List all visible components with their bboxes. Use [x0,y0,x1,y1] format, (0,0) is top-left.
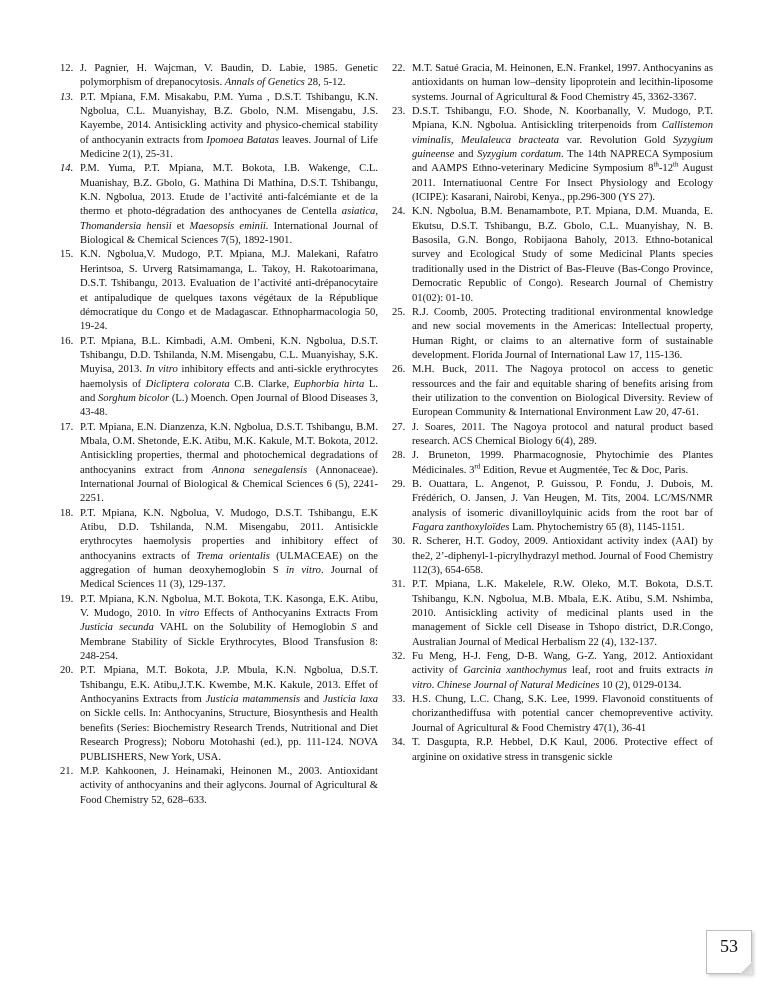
text-run: 10 (2), 0129-0134. [599,679,682,691]
page-curl-icon [740,962,752,974]
superscript: th [653,160,659,169]
reference-number: 32. [392,651,406,663]
text-run: P.T. Mpiana, K.N. Ngbolua, M.T. Bokota, T.K. Kasonga, E.K. Atibu, V. Mudogo, 2010. In [80,593,378,620]
text-run: D.S.T. Tshibangu, F.O. Shode, N. Koorbanally, V. Mudogo, P.T. Mpiana, K.N. Ngbolua. Antisickling triterpenoids from [412,106,713,132]
text-run: T. Dasgupta, R.P. Hebbel, D.K Kaul, 2006. Protective effect of arginine on oxidative stress in transgenic sickle [412,737,713,763]
text-run: M.H. Buck, 2011. The Nagoya protocol on access to genetic ressources and the fair and equitable sharing of benefits arising from their utilization to the convention on Biological Diversity. Review of European Community & International Environment Law 20, 47-61. [412,364,713,419]
text-run: (Annonaceae). International Journal of Biological & Chemical Sciences 6 (5), 2241-2251. [80,464,378,505]
text-run: P.T. Mpiana, E.N. Dianzenza, K.N. Ngbolua, D.S.T. Tshibangu, B.M. Mbala, O.M. Shetonde, E.K. Atibu, M.K. Kakule, M.T. Bokota, 2012. Antisickling properties, thermal and photochemical degradations of anthocyanins extract from [80,421,378,476]
reference-number: 26. [392,364,406,376]
italic-text: In vitro [145,364,178,376]
reference-item [60,593,378,665]
text-run: August 2011. Internatiuonal Centre For Insect Physiology and Ecology (ICIPE): Kasarani, Nairobi, Kenya., pp.296-300 (YS 27). [412,163,713,204]
reference-item [392,736,713,765]
text-run: M.T. Satué Gracia, M. Heinonen, E.N. Frankel, 1997. Anthocyanins as antioxidants on human low–density lipoprotein and lecithin-liposome systems. Journal of Agricultural & Food Chemistry 45, 3362-3367. [412,63,713,103]
reference-text [412,693,713,736]
reference-number: 18. [60,507,74,519]
text-run: K.N. Ngbolua,V. Mudogo, P.T. Mpiana, M.J. Malekani, Rafatro Herintsoa, S. Urverg Ratsimamanga, L. Takoy, H. Rakotoarimana, D.S.T. Tshibangu, 2013. Evaluation de l’activité anti-drépanocytaire et antipaludique de quelques taxons végétaux de la République démocratique du Congo et de Madagascar. Ethnopharmacologia 50, 19-24. [80,249,378,333]
text-run: (ULMACEAE) on the aggregation of human deoxyhemoglobin S [80,550,378,577]
text-run: var. Revolution Gold [559,134,673,146]
text-run: B. Ouattara, L. Angenot, P. Guissou, P. Fondu, J. Dubois, M. Frédérich, O. Jansen, J. Van Heugen, M. Tits, 2004. LC/MS/NMR analysis of isomeric divanilloylquinic acids from the root bar of [412,478,713,519]
reference-text [80,593,378,665]
reference-item [60,421,378,507]
reference-text [80,421,378,507]
italic-text: Annals of Genetics [224,77,305,89]
reference-number: 14. [60,163,74,175]
reference-item [60,765,378,808]
reference-number: 16. [60,335,74,347]
reference-number: 23. [392,106,406,118]
italic-text: Sorghum bicolor [97,392,170,404]
reference-text [412,578,713,650]
reference-text [412,736,713,765]
reference-number: 25. [392,306,406,318]
reference-number: 13. [60,91,74,103]
reference-text [412,205,713,305]
italic-text: in vitro [285,565,321,577]
italic-text: Ipomoea Batatas [206,134,279,146]
reference-number: 20. [60,665,74,677]
text-run: J. Soares, 2011. The Nagoya protocol and natural product based research. ACS Chemical Biology 6(4), 289. [412,421,713,447]
text-run: L. and [80,378,379,404]
reference-number: 33. [392,694,406,706]
reference-number: 17. [60,421,74,433]
text-run: P.T. Mpiana, M.T. Bokota, J.P. Mbula, K.N. Ngbolua, D.S.T. Tshibangu, E.K. Atibu,J.T.K. Kwembe, M.K. Kakule, 2013. Effet of Anthocyanins Extracts from [80,665,378,706]
text-run: Edition, Revue et Augmentée, Tec & Doc, Paris. [480,464,689,476]
italic-text: Annona senegalensis [211,464,308,476]
reference-number: 22. [392,63,406,74]
text-run: J. Pagnier, H. Wajcman, V. Baudin, D. Labie, 1985. Genetic polymorphism of drepanocytosis. [80,63,378,89]
reference-item [392,535,713,578]
reference-item [60,91,378,163]
reference-text [412,535,713,578]
page-number-box [706,930,752,974]
reference-text [412,421,713,450]
text-run: (L.) Moench. Open Journal of Blood Diseases 3, 43-48. [80,392,378,419]
reference-item [60,162,378,248]
italic-text: Justicia laxa [323,694,379,706]
reference-text [412,650,713,693]
reference-item [392,578,713,650]
text-run: Lam. Phytochemistry 65 (8), 1145-1151. [509,522,685,533]
reference-item [392,205,713,305]
text-run: VAHL on the Solubility of Hemoglobin [153,622,352,634]
reference-text [412,478,713,535]
text-run: P.T. Mpiana, K.N. Ngbolua, V. Mudogo, D.S.T. Tshibangu, E.K Atibu, D.D. Tshilanda, N.M. Misengabu, 2011. Antisickle erythrocytes haemolysis properties and inhibitory effect of anthocyanins extracts of [80,507,378,562]
reference-text [80,62,378,91]
text-run: R. Scherer, H.T. Godoy, 2009. Antioxidant activity index (AAI) by the2, 2’-diphenyl-1-picrylhydrazyl method. Journal of Food Chemistry 112(3), 654-658. [412,536,713,577]
reference-item [60,664,378,764]
text-run: et [171,220,190,232]
superscript: rd [474,462,481,471]
reference-item [60,335,378,421]
text-run: C.B. Clarke, [229,378,294,390]
text-run: and [300,694,323,706]
text-run: 28, 5-12. [304,77,346,89]
text-run: on Sickle cells. In: Anthocyanins, Structure, Biosynthesis and Health benefits (Series: Biochemistry Research Trends, Nutritional and Diet Research Progress); Noboru Motohashi (ed.), pp. 111-124. NOVA PUBLISHERS, New York, USA. [80,708,378,763]
text-run: P.T. Mpiana, F.M. Misakabu, P.M. Yuma , D.S.T. Tshibangu, K.N. Ngbolua, C.L. Muanyishay, B.Z. Gbolo, N.M. Misengabu, J.S. Kayembe, 2014. Antisickling activity and physico-chemical stability of anthocyanin extracts from [80,91,378,146]
text-run: J. Bruneton, 1999. Pharmacognosie, Phytochimie des Plantes Médicinales. 3 [412,450,713,476]
reference-text [412,105,713,205]
reference-text [412,306,713,363]
reference-text [412,62,713,105]
text-run: P.M. Yuma, P.T. Mpiana, M.T. Bokota, I.B. Wakenge, C.L. Muanishay, B.Z. Gbolo, G. Mathina Di Mathina, D.S.T. Tshibangu, K.N. Ngbolua, 2013. Etude de l’activité anti-falcémiante et de la thermo et photo-dégradation des anthocyanes de Centella [80,163,378,218]
italic-text: Dicliptera colorata [145,378,230,390]
reference-item [60,62,378,91]
text-run: . [431,679,437,691]
italic-text: in vitro [412,665,713,691]
italic-text: asiatica, Thomandersia hensii [80,206,378,232]
reference-item [392,693,713,736]
italic-text: Maesopsis eminii. [189,220,269,232]
italic-text: Chinese Journal of Natural Medicines [436,679,600,691]
italic-text: S [351,622,357,634]
text-run: leaf, root and fruits extracts [566,665,705,677]
references-right-column [392,62,713,765]
reference-text [80,248,378,334]
text-run: H.S. Chung, L.C. Chang, S.K. Lee, 1999. Flavonoid constituents of chorizanthediffusa with potential cancer chemopreventive activity. Journal of Agricultural & Food Chemistry 47(1), 36-41 [412,694,713,734]
text-run: P.T. Mpiana, B.L. Kimbadi, A.M. Ombeni, K.N. Ngbolua, D.S.T. Tshibangu, D.D. Tshilanda, N.M. Misengabu, C.L. Muanyishay, S.K. Muyisa, 2013. [80,335,378,376]
reference-number: 19. [60,593,74,605]
reference-text [80,91,378,163]
reference-item [392,421,713,450]
reference-number: 29. [392,478,406,490]
reference-text [80,335,378,421]
text-run: Effects of Anthocyanins Extracts From [199,608,378,620]
reference-item [392,306,713,363]
reference-number: 12. [60,63,74,74]
reference-text [412,449,713,478]
italic-text: Justicia secunda [80,622,154,634]
italic-text: Justicia matammensis [205,694,301,706]
italic-text: Syzygium cordatum [477,149,561,161]
text-run: . Journal of Medical Sciences 11 (3), 129-137. [80,565,378,591]
text-run: P.T. Mpiana, L.K. Makelele, R.W. Oleko, M.T. Bokota, D.S.T. Tshibangu, K.N. Ngbolua, M.B. Mbala, E.K. Atibu, S.M. Nshimba, 2010. Antisickling activity of medicinal plants used in the management of Sickle cell Disease in Tshopo district, D.R.Congo, Australian Journal of Medical Herbalism 22 (4), 132-137. [412,579,713,648]
reference-item [392,478,713,535]
text-run: and [454,149,478,161]
reference-item [392,449,713,478]
italic-text: Syzygium guineense [412,134,713,161]
reference-item [392,62,713,105]
reference-number: 24. [392,206,406,218]
text-run: K.N. Ngbolua, B.M. Benamambote, P.T. Mpiana, D.M. Muanda, E. Ekutsu, D.S.T. Tshibangu, B.Z. Gbolo, C.L. Muanyishay, N. B. Basosila, G.N. Bongo, Robijaona Baholy, 2013. Ethno-botanical survey and Ecological Study of some Medicinal Plants species traditionally used in the District of Bas-Fleuve (Bas-Congo Province, Democratic Republic of Congo). Research Journal of Chemistry 01(02): 01-10. [412,206,713,304]
reference-text [80,162,378,248]
text-run: M.P. Kahkoonen, J. Heinamaki, Heinonen M., 2003. Antioxidant activity of anthocyanins and their aglycons. Journal of Agricultural & Food Chemistry 52, 628–633. [80,765,378,806]
page-number: 53 [720,936,738,956]
superscript: th [673,160,679,169]
reference-number: 34. [392,737,406,749]
reference-text [80,765,378,808]
italic-text: Callistemon viminalis, Meulaleuca bracteata [412,120,713,146]
reference-number: 27. [392,421,406,433]
references-left-column [60,62,378,808]
reference-text [412,363,713,420]
italic-text: Garcinia xanthochymus [463,665,567,677]
text-run: International Journal of Biological & Chemical Sciences 7(5), 1892-1901. [80,220,378,247]
reference-number: 31. [392,579,406,591]
reference-number: 28. [392,450,406,462]
reference-number: 15. [60,249,74,261]
text-run: leaves. Journal of Life Medicine 2(1), 25-31. [80,134,378,161]
italic-text: Euphorbia hirta [293,378,365,390]
text-run: inhibitory effects and anti-sickle erythrocytes haemolysis of [80,364,378,390]
italic-text: Fagara zanthoxyloïdes [412,522,510,533]
reference-text [80,507,378,593]
reference-item [392,650,713,693]
reference-item [392,363,713,420]
text-run: R.J. Coomb, 2005. Protecting traditional environmental knowledge and new social movements in the Americas: Intellectual property, Human Right, or claims to an alternative form of sustainable development. Florida Journal of International Law 17, 115-136. [412,306,713,361]
reference-item [392,105,713,205]
reference-number: 21. [60,765,74,777]
reference-text [80,664,378,764]
reference-item [60,248,378,334]
italic-text: vitro [179,608,200,620]
text-run: -12 [658,163,674,175]
text-run: . The 14th NAPRECA Symposium and AAMPS Ethno-veterinary Medicine Symposium 8 [412,149,714,175]
text-run: Fu Meng, H-J. Feng, D-B. Wang, G-Z. Yang, 2012. Antioxidant activity of [412,651,713,677]
text-run: and Membrane Stability of Sickle Erythrocytes, Blood Transfusion 8: 248-254. [80,622,378,663]
italic-text: Trema orientalis [196,550,270,562]
reference-item [60,507,378,593]
reference-number: 30. [392,536,406,548]
